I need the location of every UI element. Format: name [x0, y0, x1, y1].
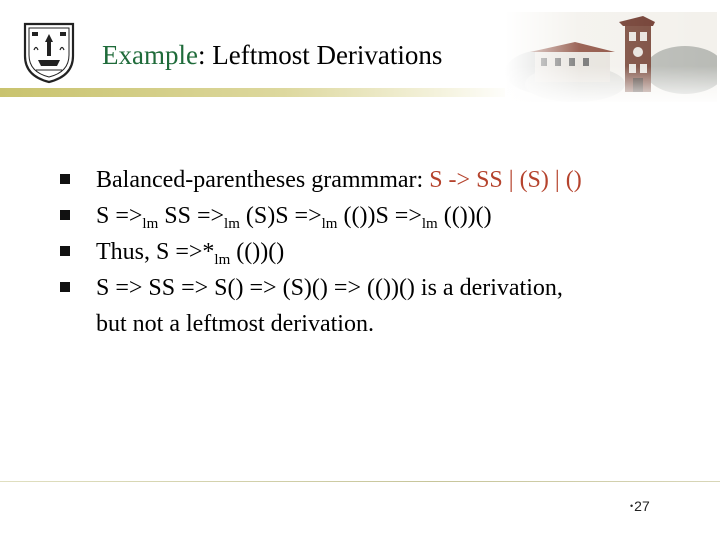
- derivation-part: S =>: [96, 203, 143, 229]
- grammar-lead-text: Balanced-parentheses grammmar:: [96, 167, 430, 193]
- header-bar: [0, 88, 515, 97]
- non-leftmost-line2: but not a leftmost derivation.: [96, 311, 374, 337]
- page-number: [630, 498, 650, 514]
- derivation-part: (())S =>: [337, 203, 422, 229]
- title-prefix: Example: [102, 40, 198, 70]
- title-rest: : Leftmost Derivations: [197, 40, 443, 70]
- bullet-item-non-leftmost: [60, 270, 700, 342]
- lm-subscript: lm: [224, 216, 240, 232]
- campus-tower-photo: [505, 12, 717, 102]
- bullet-item-conclusion: [60, 234, 700, 270]
- lm-subscript: lm: [321, 216, 338, 232]
- footer-divider: [0, 481, 720, 482]
- slide-title: [102, 40, 442, 71]
- page-number-value: 27: [634, 498, 650, 514]
- conclusion-text: Thus, S =>*: [96, 239, 215, 265]
- derivation-part: (S)S =>: [239, 203, 322, 229]
- square-bullet-icon: [60, 282, 70, 292]
- lm-subscript: lm: [214, 252, 231, 268]
- lm-subscript: lm: [142, 216, 159, 232]
- derivation-part: SS =>: [158, 203, 225, 229]
- university-seal-logo: [22, 20, 76, 84]
- square-bullet-icon: [60, 246, 70, 256]
- bullet-list: [60, 162, 700, 342]
- lm-subscript: lm: [421, 216, 438, 232]
- square-bullet-icon: [60, 210, 70, 220]
- page-bullet-icon: •: [630, 501, 634, 511]
- derivation-part: (())(): [437, 203, 492, 229]
- non-leftmost-line1: S => SS => S() => (S)() => (())() is a derivation,: [96, 275, 563, 301]
- bullet-item-grammar: [60, 162, 700, 198]
- grammar-rules-text: S -> SS | (S) | (): [429, 167, 582, 193]
- conclusion-result: (())(): [230, 239, 285, 265]
- derivation-steps: [96, 198, 700, 234]
- square-bullet-icon: [60, 174, 70, 184]
- bullet-item-leftmost-derivation: [60, 198, 700, 234]
